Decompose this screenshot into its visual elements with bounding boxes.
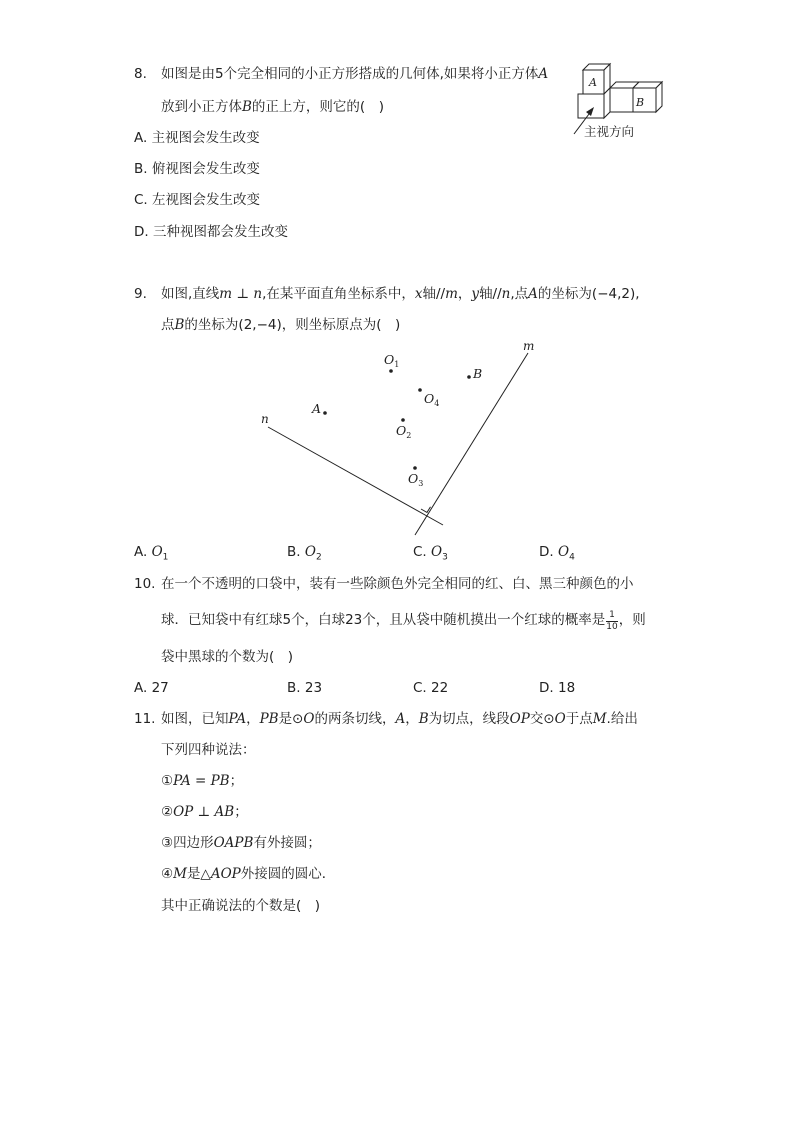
q8-option-c[interactable]: C. 左视图会发生改变 <box>134 192 261 208</box>
text-segment: ； <box>234 804 248 820</box>
q9-stem-line2 <box>161 319 400 333</box>
q11-statement-1 <box>161 775 243 789</box>
q9-option-b[interactable]: B. $O_2$ <box>287 544 322 563</box>
q8-option-d[interactable]: D. 三种视图都会发生改变 <box>134 224 288 240</box>
point-b-label: B <box>473 366 483 381</box>
point-o3-label: $O_3$ <box>408 471 424 488</box>
math-symbol: OP ⊥ AB <box>173 804 235 820</box>
q11-question: 其中正确说法的个数是( ) <box>161 898 321 914</box>
text-segment: 于点 <box>565 711 593 727</box>
q10-stem-line3: 袋中黑球的个数为( ) <box>161 649 294 665</box>
point-o4 <box>418 388 422 392</box>
q9-option-d[interactable]: D. $O_4$ <box>539 544 575 563</box>
q10-option-a[interactable]: A. 27 <box>134 680 169 696</box>
point-a <box>323 411 327 415</box>
point-o2 <box>401 418 405 422</box>
q10-stem-line2: 球．已知袋中有红球5个，白球23个，且从袋中随机摸出一个红球的概率是 $\frac{1}{10}$ ，则 <box>161 609 646 632</box>
text-segment: ② <box>161 804 174 820</box>
text-segment: 是⊙ <box>278 711 304 727</box>
line-m-label: m <box>523 339 535 353</box>
math-symbol: x <box>414 286 423 302</box>
point-o4-label: $O_4$ <box>424 391 440 408</box>
text-segment: ， <box>246 711 260 727</box>
math-symbol: O <box>554 711 566 727</box>
q8-stem-line2: 放到小正方体B的正上方，则它的( ) <box>161 99 384 115</box>
text-segment: ③四边形 <box>161 835 214 851</box>
q8-label-b: B <box>636 96 645 109</box>
q11-number: 11. <box>134 711 156 727</box>
q8-var-a: A <box>538 66 549 82</box>
q8-option-a[interactable]: A. 主视图会发生改变 <box>134 130 260 146</box>
math-symbol: y <box>471 286 480 302</box>
text-segment: 为切点，线段 <box>428 711 510 727</box>
q11-statement-2 <box>161 806 248 820</box>
text-segment: ； <box>229 773 244 789</box>
text-segment: 有外接圆； <box>253 835 321 851</box>
text-segment: ,点 <box>510 286 529 302</box>
math-symbol: B <box>174 317 185 333</box>
text-segment: 轴// <box>479 286 502 302</box>
text-segment: ① <box>161 773 174 789</box>
point-o3 <box>413 466 417 470</box>
text-segment: 的两条切线， <box>314 711 396 727</box>
q8-stem-text: 如图是由5个完全相同的小正方形搭成的几何体,如果将小正方体 <box>161 66 539 82</box>
math-symbol: A <box>395 711 406 727</box>
q11-statement-3 <box>161 837 321 851</box>
text-segment: .给出 <box>606 711 638 727</box>
text-segment: 点 <box>161 317 175 333</box>
point-o1 <box>389 369 393 373</box>
point-o2-label: $O_2$ <box>396 423 412 440</box>
math-symbol: A <box>528 286 538 302</box>
q8-option-b[interactable]: B. 俯视图会发生改变 <box>134 161 260 177</box>
q10-option-d[interactable]: D. 18 <box>539 680 576 696</box>
line-n-label: n <box>261 412 269 426</box>
q9-coordinate-figure <box>250 335 550 545</box>
math-symbol: PA = PB <box>173 773 230 789</box>
math-symbol: AOP <box>210 866 241 882</box>
q10-number: 10. <box>134 576 156 592</box>
q8-view-caption: 主视方向 <box>584 124 635 139</box>
math-symbol: m <box>445 286 458 302</box>
q9-stem-line1 <box>161 288 640 302</box>
q10-option-c[interactable]: C. 22 <box>413 680 449 696</box>
q11-stem-line2: 下列四种说法： <box>161 742 256 758</box>
math-symbol: M <box>592 711 607 727</box>
math-symbol: n <box>501 286 511 302</box>
q8-label-a: A <box>589 76 597 89</box>
text-segment: ， <box>405 711 419 727</box>
text-segment: 是△ <box>186 866 211 882</box>
math-symbol: OAPB <box>213 835 254 851</box>
math-symbol: O <box>303 711 315 727</box>
q11-statement-4 <box>161 868 335 882</box>
text-segment: 交⊙ <box>529 711 555 727</box>
math-symbol: m ⊥ n <box>219 286 263 302</box>
text-segment: 如图,直线 <box>161 286 220 302</box>
text-segment: 的坐标为(2,−4)，则坐标原点为( ) <box>184 317 401 333</box>
math-symbol: M <box>173 866 187 882</box>
text-segment: ④ <box>161 866 174 882</box>
q9-option-c[interactable]: C. $O_3$ <box>413 544 448 563</box>
math-symbol: B <box>418 711 429 727</box>
q8-stem-line1 <box>161 68 548 82</box>
text-segment: 的坐标为(−4,2), <box>537 286 640 302</box>
text-segment: 如图，已知 <box>161 711 229 727</box>
probability-fraction: $\frac{1}{10}$ <box>606 609 618 632</box>
q10-stem-line1: 在一个不透明的口袋中，装有一些除颜色外完全相同的红、白、黑三种颜色的小 <box>161 576 634 592</box>
text-segment: 轴// <box>422 286 446 302</box>
point-a-label: A <box>312 401 322 416</box>
q11-stem-line1 <box>161 713 638 727</box>
math-symbol: PA <box>228 711 247 727</box>
q9-number: 9. <box>134 286 147 302</box>
text-segment: ,在某平面直角坐标系中， <box>262 286 415 302</box>
q8-number: 8. <box>134 66 147 82</box>
text-segment: ， <box>457 286 472 302</box>
text-segment: 外接圆的圆心． <box>240 866 336 882</box>
point-o1-label: $O_1$ <box>384 352 400 369</box>
line-m <box>415 353 528 535</box>
q10-option-b[interactable]: B. 23 <box>287 680 323 696</box>
point-b <box>467 375 471 379</box>
q9-option-a[interactable]: A. $O_1$ <box>134 544 169 563</box>
math-symbol: PB <box>259 711 279 727</box>
math-symbol: OP <box>509 711 530 727</box>
